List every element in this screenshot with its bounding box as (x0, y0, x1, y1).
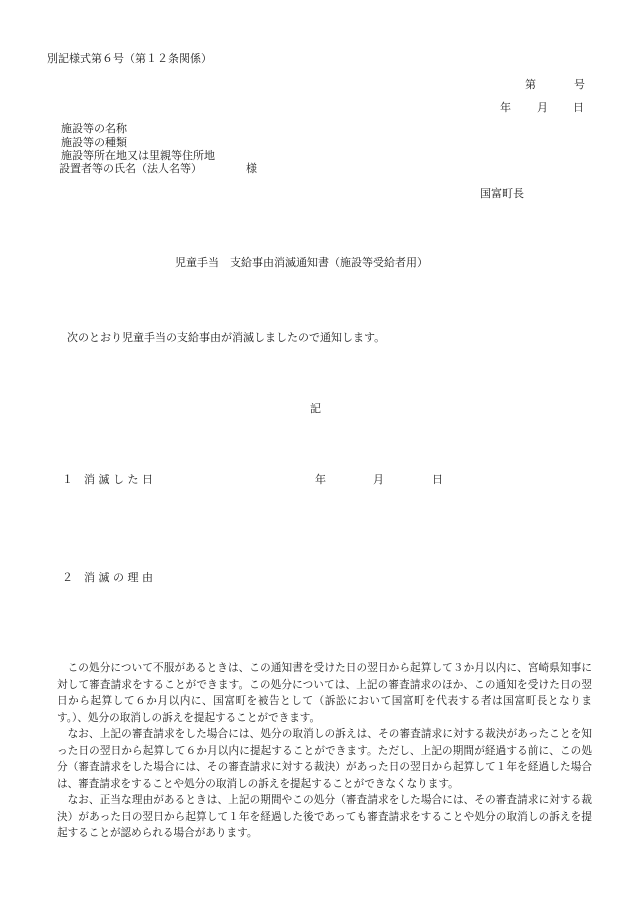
issue-date-year-label: 年 (500, 101, 511, 114)
ki-heading: 記 (310, 402, 321, 415)
facility-address-label: 施設等所在地又は里親等住所地 (61, 149, 215, 162)
item1-day-label: 日 (432, 473, 443, 486)
notice-paragraph-3: なお、正当な理由があるときは、上記の期間やこの処分（審査請求をした場合には、その審査請求に対する裁決）があった日の翌日から起算して１年を経過した後であっても審査請求をすることや処分の取消しの訴えを提起することが認められる場合があります。 (57, 794, 592, 839)
issue-date-month-label: 月 (537, 101, 548, 114)
item1-year-label: 年 (315, 473, 326, 486)
item1-month-label: 月 (373, 473, 384, 486)
item1-label: １ 消 滅 し た 日 (62, 473, 153, 486)
number-dai-label: 第 (525, 78, 536, 91)
notice-paragraph-2: なお、上記の審査請求をした場合には、処分の取消しの訴えは、その審査請求に対する裁決があったことを知った日の翌日から起算して６か月以内に提起することができます。ただし、上記の期間が経過する前に、この処分（審査請求をした場合には、その審査請求に対する裁決）があった日の翌日から起算して１年を経過した場合は、審査請求をすることや処分の取消しの訴えを提起することができなくなります。 (57, 728, 592, 790)
number-go-label: 号 (574, 78, 585, 91)
notice-paragraph-1: この処分について不服があるときは、この通知書を受けた日の翌日から起算して３か月以内に、宮崎県知事に対して審査請求をすることができます。この処分については、上記の審査請求のほか、この通知を受けた日の翌日から起算して６か月以内に、国富町を被告として（訴訟において国富町を代表する者は国富町長となります。）、処分の取消しの訴えを提起することができます。 (57, 662, 592, 724)
owner-name-label: 設置者等の氏名（法人名等） (59, 162, 202, 175)
issue-date-day-label: 日 (573, 101, 584, 114)
appeal-notice (57, 660, 592, 842)
form-label: 別記様式第６号（第１２条関係） (47, 52, 212, 65)
facility-name-label: 施設等の名称 (61, 122, 127, 135)
intro-text: 次のとおり児童手当の支給事由が消滅しましたので通知します。 (67, 331, 386, 344)
issuer-name: 国富町長 (480, 187, 524, 200)
honorific-sama: 様 (246, 162, 257, 175)
document-title: 児童手当 支給事由消滅通知書（施設等受給者用） (175, 256, 428, 269)
facility-type-label: 施設等の種類 (61, 136, 127, 149)
item2-label: ２ 消 滅 の 理 由 (62, 571, 153, 584)
